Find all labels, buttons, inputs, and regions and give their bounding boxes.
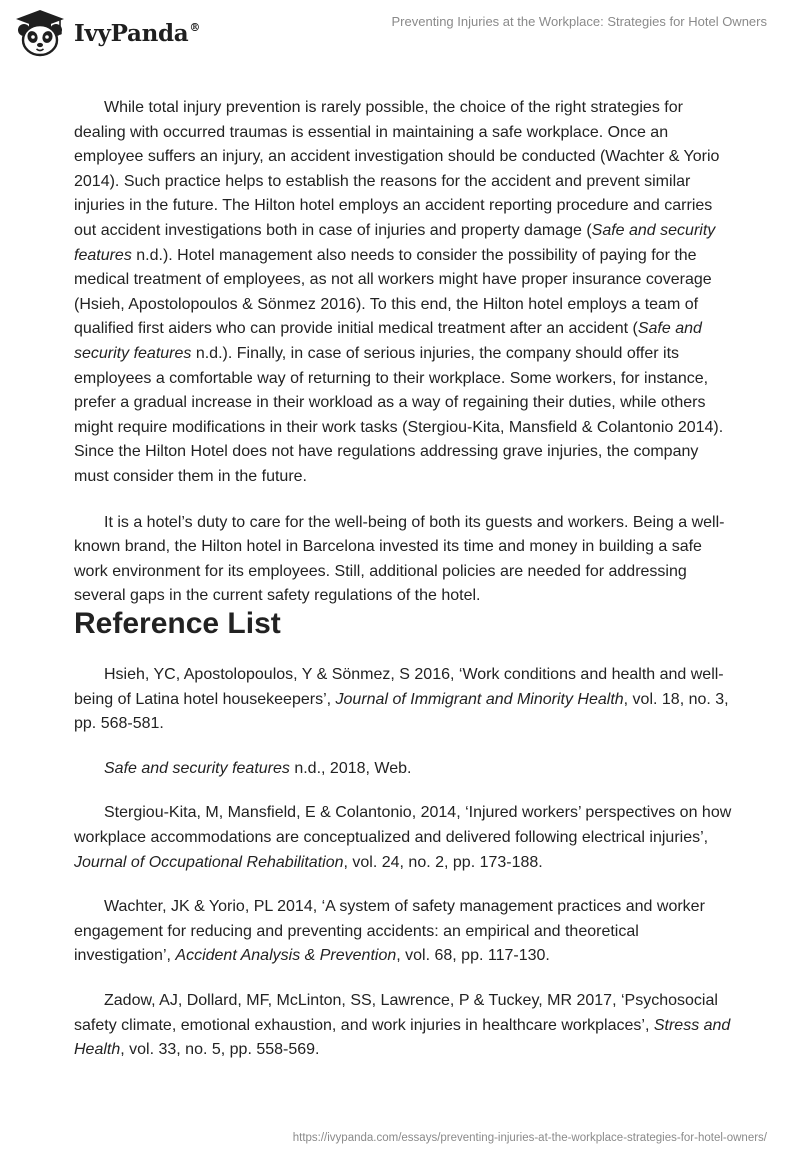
journal-title: Accident Analysis & Prevention <box>175 947 397 965</box>
journal-title: Journal of Immigrant and Minority Health <box>335 690 624 708</box>
brand-name: IvyPanda® <box>74 19 201 47</box>
reference-entry: Safe and security features n.d., 2018, Web. <box>104 759 412 777</box>
reference-list <box>74 663 734 1083</box>
panda-graduate-icon <box>14 8 66 58</box>
citation-title: Safe and security features <box>74 320 702 362</box>
running-title: Preventing Injuries at the Workplace: Strategies for Hotel Owners <box>391 14 767 29</box>
journal-title: Stress and Health <box>74 1016 731 1059</box>
source-url[interactable]: https://ivypanda.com/essays/preventing-injuries-at-the-workplace-strategies-for-hotel-owners/ <box>292 1132 767 1144</box>
journal-title: Journal of Occupational Rehabilitation <box>74 853 344 871</box>
brand-logo[interactable] <box>14 8 200 58</box>
reference-entry: Hsieh, YC, Apostolopoulos, Y & Sönmez, S 2016, ‘Work conditions and health and well-being of Latina hotel housekeepers’, Journal of Immigrant and Minority Health, vol. 18, no. 3, pp. 568-581. <box>74 666 729 733</box>
essay-body <box>74 96 734 640</box>
reference-list-heading: Reference List <box>74 607 281 640</box>
registered-mark: ® <box>189 20 201 34</box>
reference-entry: Wachter, JK & Yorio, PL 2014, ‘A system of safety management practices and worker engagement for reducing and preventing accidents: an empirical and theoretical investigation’, Accident Analysis & Prevention, vol. 68, pp. 117-130. <box>74 898 705 965</box>
reference-entry: Stergiou-Kita, M, Mansfield, E & Colantonio, 2014, ‘Injured workers’ perspectives on how workplace accommodations are conceptualized and delivered following electrical injuries’, Journal of Occupational Rehabilitation, vol. 24, no. 2, pp. 173-188. <box>74 804 732 871</box>
citation-title: Safe and security features <box>74 221 716 264</box>
body-paragraph: While total injury prevention is rarely possible, the choice of the right strategies for dealing with occurred traumas is essential in maintaining a safe workplace. Once an employee suffers an injury, an accident investigation should be conducted (Wachter & Yorio 2014). Such practice helps to establish the reasons for the accident and prevent similar injuries in the future. The Hilton hotel employs an accident reporting procedure and carries out accident investigations both in case of injuries and property damage (Safe and security features n.d.). Hotel management also needs to consider the possibility of paying for the medical treatment of employees, as not all workers might have proper insurance coverage (Hsieh, Apostolopoulos & Sönmez 2016). To this end, the Hilton hotel employs a team of qualified first aiders who can provide initial medical treatment after an accident (Safe and security features n.d.). Finally, in case of serious injuries, the company should offer its employees a comfortable way of returning to their workplace. Some workers, for instance, prefer a gradual increase in their workload as a way of regaining their duties, while others might require modifications in their work tasks (Stergiou-Kita, Mansfield & Colantonio 2014). Since the Hilton Hotel does not have regulations addressing grave injuries, the company must consider them in the future. <box>74 99 724 485</box>
source-title: Safe and security features <box>104 759 290 777</box>
reference-entry: Zadow, AJ, Dollard, MF, McLinton, SS, Lawrence, P & Tuckey, MR 2017, ‘Psychosocial safety climate, emotional exhaustion, and work injuries in healthcare workplaces’, Stress and Health, vol. 33, no. 5, pp. 558-569. <box>74 991 731 1059</box>
page-header <box>0 0 800 70</box>
body-paragraph: It is a hotel’s duty to care for the well-being of both its guests and workers. Being a well-known brand, the Hilton hotel in Barcelona invested its time and money in building a safe work environment for its employees. Still, additional policies are needed for addressing several gaps in the current safety regulations of the hotel. <box>74 513 725 605</box>
